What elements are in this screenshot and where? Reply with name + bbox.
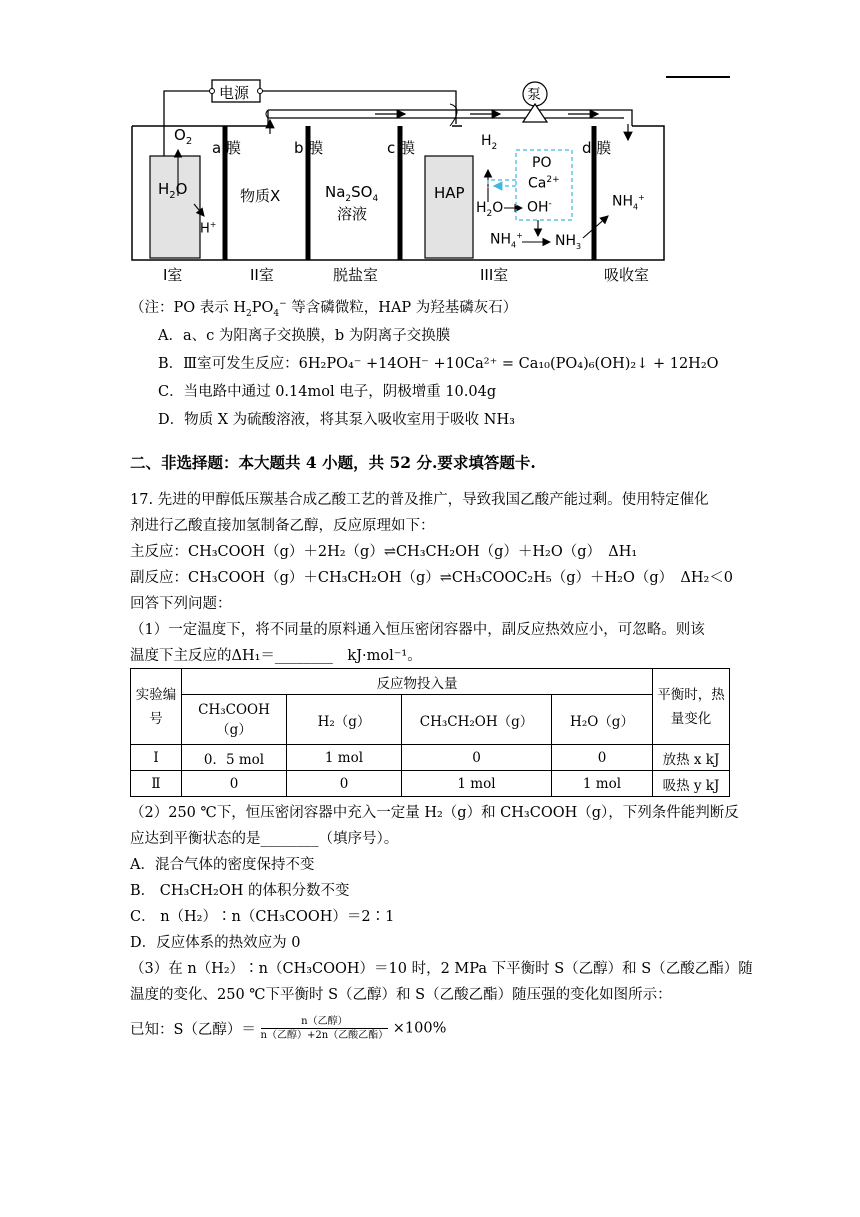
nh4-label: $NH_4^+$ [490,231,523,250]
table-cell: 0．5 mol [182,745,287,771]
table-col-h2: H₂（g） [287,695,402,745]
q17-option-b: B． CH₃CH₂OH 的体积分数不变 [130,883,350,899]
q16-option-d: D．物质 X 为硫酸溶液，将其泵入吸收室用于吸收 NH₃ [158,412,515,428]
q16-option-c: C．当电路中通过 0.14mol 电子，阴极增重 10.04g [158,384,497,400]
table-cell: 吸热 y kJ [653,771,730,797]
membrane-b-label: b 膜 [294,139,324,157]
fraction [261,1015,389,1042]
power-label: 电源 [219,84,250,102]
nh3-label: $NH_3$ [555,233,582,251]
membrane-c-label: c 膜 [387,139,416,157]
electrolysis-diagram [120,74,680,286]
q16-option-a: A．a、c 为阳离子交换膜，b 为阴离子交换膜 [158,328,451,344]
room-label-2: II室 [250,266,274,284]
q17-part1-line1: （1）一定温度下，将不同量的原料通入恒压密闭容器中，副反应热效应小，可忽略。则该 [130,622,705,638]
membrane-d-label: d 膜 [582,139,612,157]
h2-label: $H_2$ [481,133,498,152]
membrane-a-label: a 膜 [212,139,241,157]
table-col-ch3cooh: CH₃COOH（g） [182,695,287,745]
q16-option-b-equation: 6H₂PO₄⁻ +14OH⁻ +10Ca²⁺ = Ca₁₀(PO₄)₆(OH)₂↓ + 12H₂O [298,356,719,372]
table-col-h2o: H₂O（g） [552,695,653,745]
table-cell: Ⅱ [131,771,182,797]
table-cell: Ⅰ [131,745,182,771]
table-header-exp: 实验编号 [131,669,182,745]
po-label: PO [532,155,552,171]
room-label-1: I室 [163,266,183,284]
table-cell: 0 [182,771,287,797]
h-plus-label: H+ [200,220,217,237]
q17-option-c: C． n（H₂）∶n（CH₃COOH）＝2∶1 [130,909,395,925]
reactant-table [130,668,730,797]
room-label-3: III室 [480,266,509,284]
q17-part3-line1: （3）在 n（H₂）∶n（CH₃COOH）＝10 时，2 MPa 下平衡时 S（乙醇）和 S（乙酸乙酯）随 [130,961,753,977]
q17-answer-prompt: 回答下列问题： [130,596,232,612]
q17-intro-1: 17. 先进的甲醇低压羰基合成乙酸工艺的普及推广，导致我国乙酸产能过剩。使用特定催化 [130,492,709,508]
table-cell: 1 mol [552,771,653,797]
pump-label: 泵 [527,87,541,103]
table-cell: 放热 x kJ [653,745,730,771]
room-label-absorb: 吸收室 [604,266,650,284]
oh-label: OH- [527,199,552,216]
q17-part2-line1: （2）250 ℃下，恒压密闭容器中充入一定量 H₂（g）和 CH₃COOH（g），下列条件能判断反 [130,805,739,821]
table-cell: 0 [552,745,653,771]
table-header-reactants: 反应物投入量 [182,669,653,695]
nh4-absorb-label: $NH_4^+$ [612,193,645,212]
table-cell: 0 [287,771,402,797]
h2o-label: $H_2O$ [158,180,188,201]
q17-part1-line2: 温度下主反应的ΔH₁＝________ kJ·mol⁻¹。 [130,648,422,664]
table-cell: 1 mol [402,771,552,797]
fraction-denominator: n（乙醇）+2n（乙酸乙酯） [260,1030,389,1041]
q17-option-a: A．混合气体的密度保持不变 [130,857,315,873]
q17-side-reaction: 副反应：CH₃COOH（g）＋CH₃CH₂OH（g）⇌CH₃COOC₂H₅（g）＋H₂O（g） ΔH₂＜0 [130,570,734,586]
na2so4-label: $Na_2SO_4$ [325,183,379,204]
table-cell: 1 mol [287,745,402,771]
q17-option-d: D．反应体系的热效应为 0 [130,935,301,951]
table-row [131,745,730,771]
o2-label: $O_2$ [174,126,193,147]
ca-label: $Ca^{2+}$ [528,175,560,192]
q17-part3-line2: 温度的变化、250 ℃下平衡时 S（乙醇）和 S（乙酸乙酯）随压强的变化如图所示： [130,987,672,1003]
table-cell: 0 [402,745,552,771]
room-label-desalt: 脱盐室 [333,266,379,284]
q17-known-formula: 已知：S（乙醇）＝ $\frac{\text{n（乙醇）}}{\text{n（乙醇）+2n（乙酸乙酯）}}$ ×100% [130,1016,447,1041]
table-row [131,771,730,797]
solution-label: 溶液 [337,205,368,223]
fraction-numerator: n（乙醇） [261,1015,389,1029]
section-title: 二、非选择题：本大题共 4 小题，共 52 分.要求填答题卡. [130,453,536,472]
diagram-note: （注：PO 表示 $H_2PO_4^-$ 等含磷微粒，HAP 为羟基磷灰石） [130,299,518,319]
q16-option-b: B．Ⅲ室可发生反应：6H₂PO₄⁻ +14OH⁻ +10Ca²⁺ = Ca₁₀(PO₄)₆(OH)₂↓ + 12H₂O [158,356,719,372]
q17-intro-2: 剂进行乙酸直接加氢制备乙醇，反应原理如下： [130,518,435,534]
h2o-right-label: $H_2O$ [476,200,504,219]
q17-main-reaction: 主反应：CH₃COOH（g）＋2H₂（g）⇌CH₃CH₂OH（g）＋H₂O（g） ΔH₁ [130,544,638,560]
hap-label: HAP [434,184,465,202]
table-header-heat: 平衡时，热量变化 [653,669,730,745]
substance-x-label: 物质X [240,187,281,205]
q17-part2-line2: 应达到平衡状态的是________（填序号）。 [130,831,399,847]
table-col-ethanol: CH₃CH₂OH（g） [402,695,552,745]
